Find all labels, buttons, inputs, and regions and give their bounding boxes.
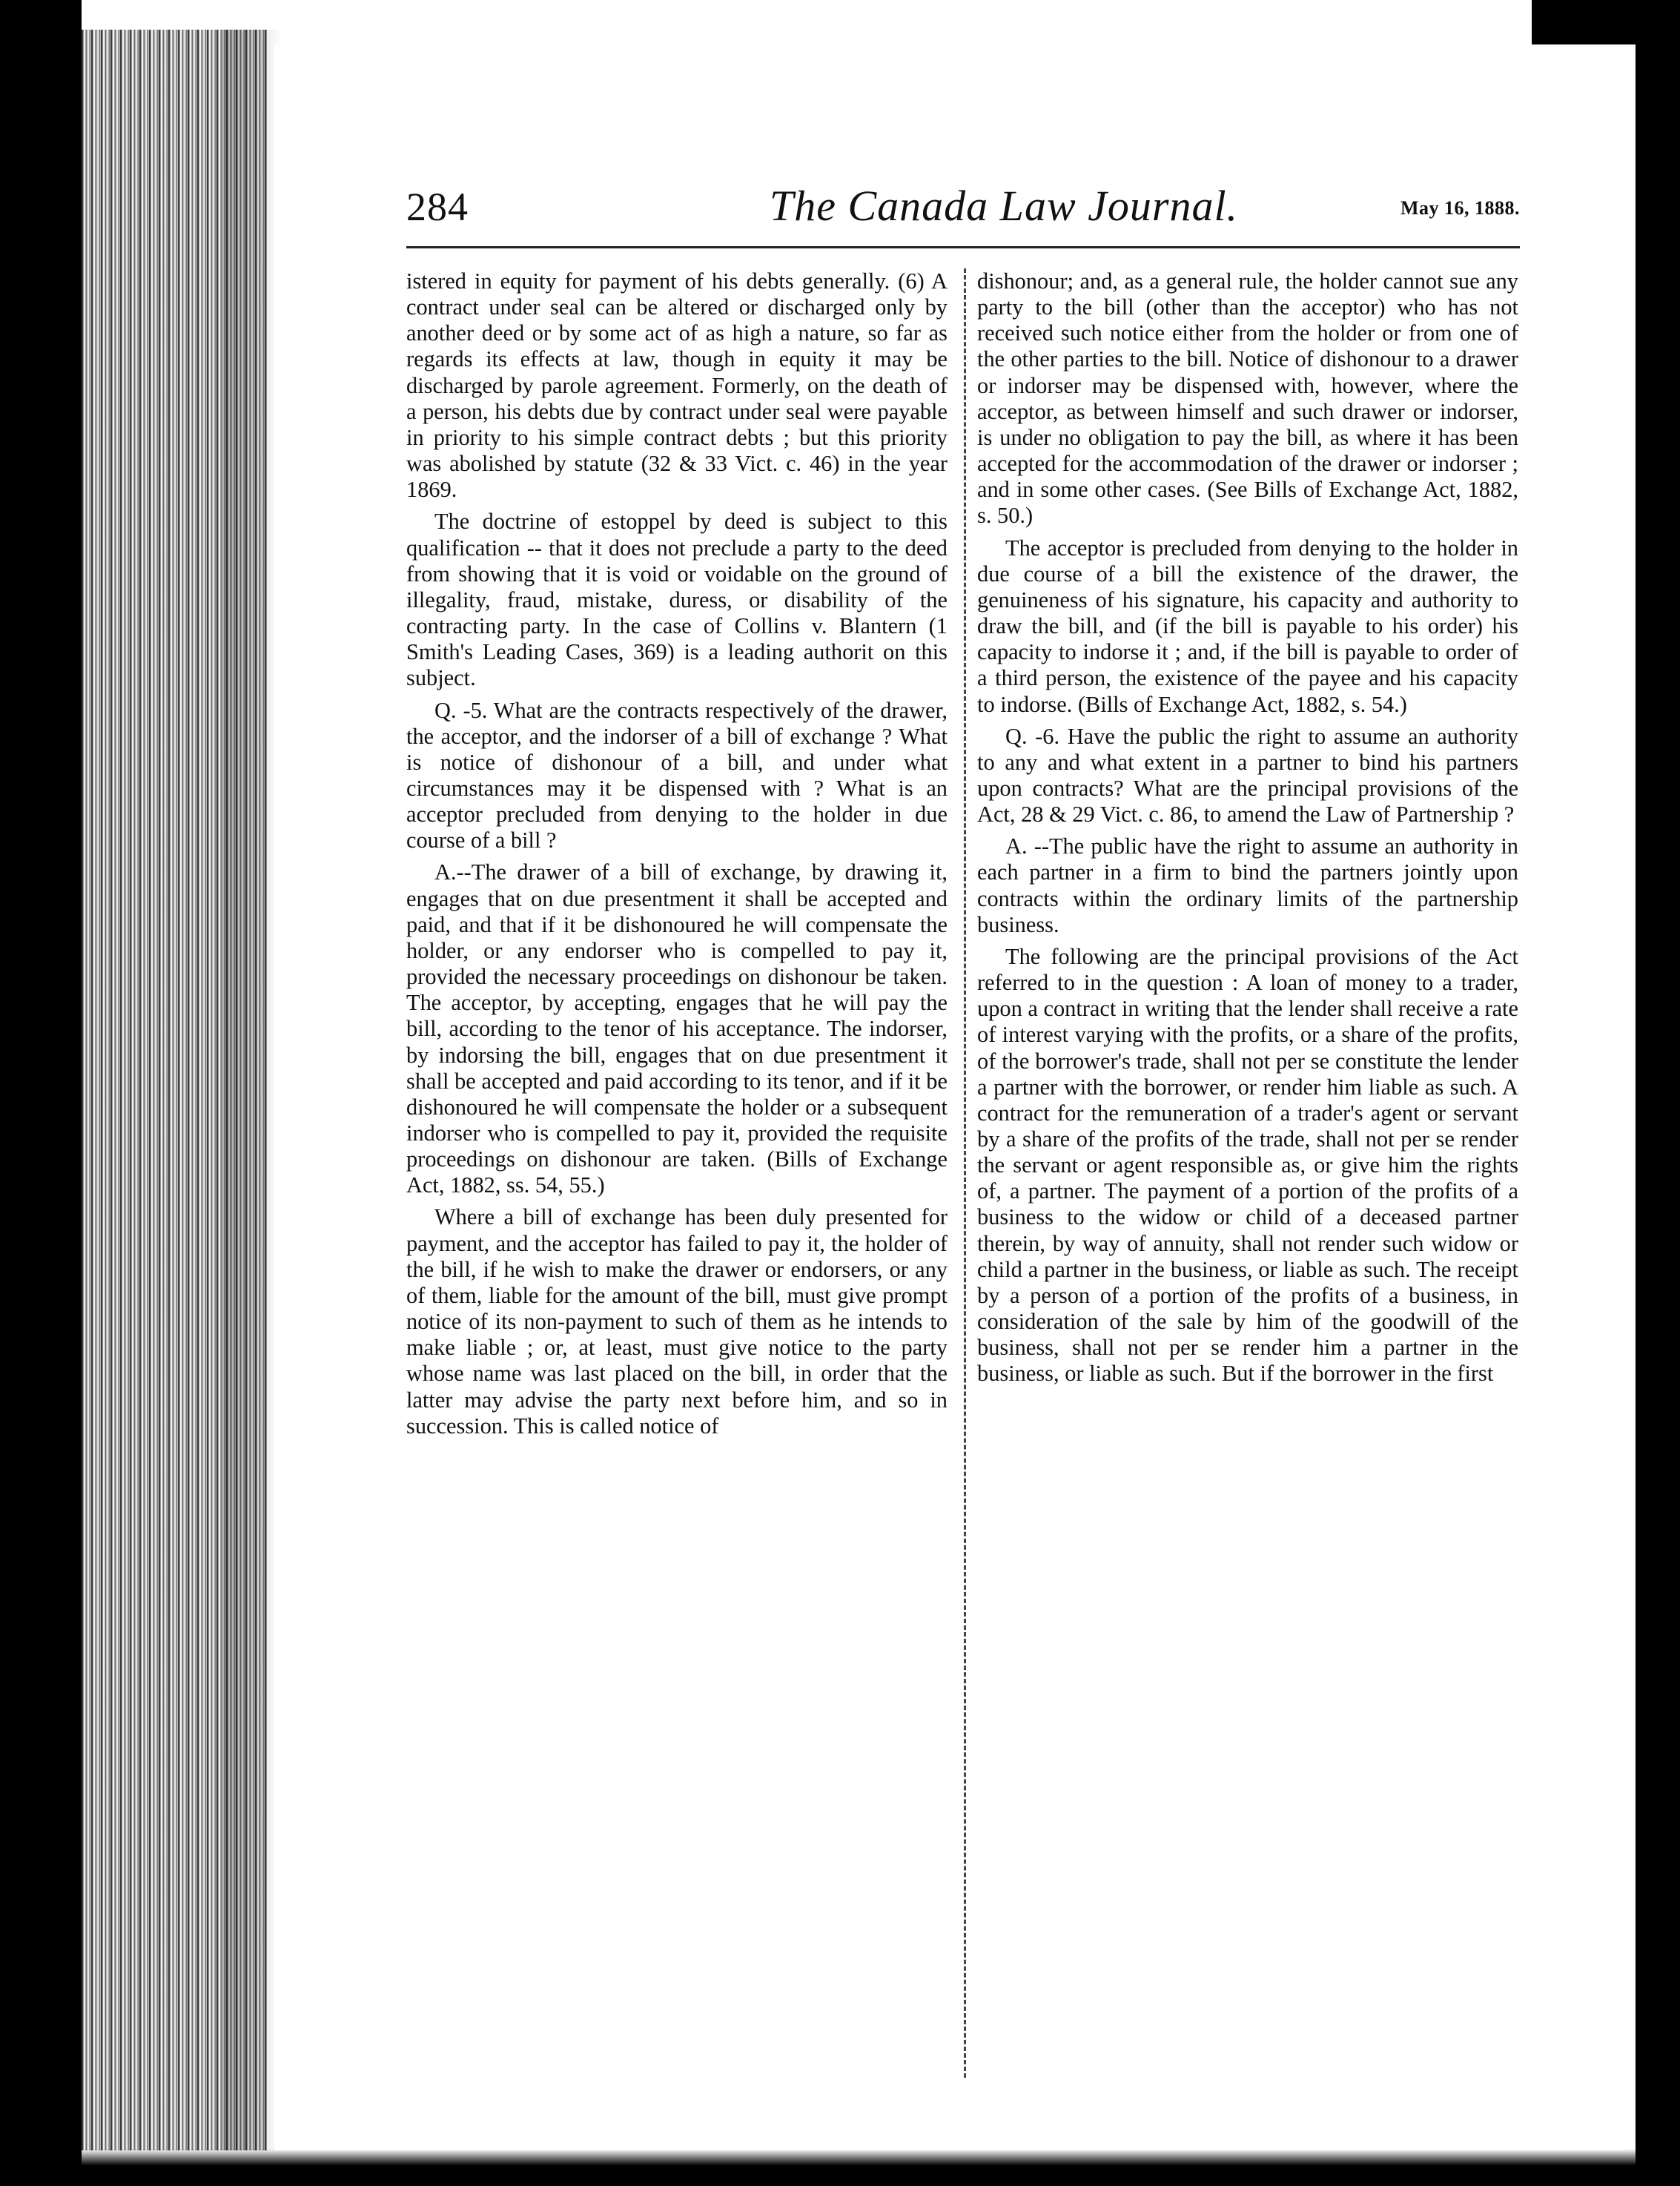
paragraph: Where a bill of exchange has been duly presented for payment, and the acceptor has failed to pay it, the holder of the bill, if he wish to make the drawer or endorsers, or any of them, liable for the amount of the bill, must give prompt notice of its non-payment to such of them as he intends to make liable ; or, at least, must give notice to the party whose name was last placed on the bill, in order that the latter may advise the party next before him, and so in succession. This is called notice of bbox=[406, 1204, 948, 1439]
scan-border-left bbox=[0, 0, 82, 2186]
answer-5: A.--The drawer of a bill of exchange, by drawing it, engages that on due presentment it shall be accepted and paid, and that if it be dishonoured he will compensate the holder, or any endorser who is compelled to pay it, provided the necessary proceedings on dishonour be taken. The acceptor, by accepting, engages that he will pay the bill, according to the tenor of his acceptance. The indorser, by indorsing the bill, engages that on due presentment it shall be accepted and paid according to its tenor, and if it be dishonoured he will compensate the holder or a subsequent indorser who is compelled to pay it, provided the requisite proceedings on dishonour are taken. (Bills of Exchange Act, 1882, ss. 54, 55.) bbox=[406, 859, 948, 1198]
right-column bbox=[977, 268, 1518, 1393]
answer-6: A. --The public have the right to assume an authority in each partner in a firm to bind the partners jointly upon contracts within the ordinary limits of the partnership business. bbox=[977, 833, 1518, 937]
page-number: 284 bbox=[406, 185, 469, 229]
journal-title: The Canada Law Journal. bbox=[770, 182, 1239, 230]
page-header bbox=[406, 184, 1520, 236]
paragraph: The acceptor is precluded from denying to the holder in due course of a bill the existence of the drawer, the genuineness of his signature, his capacity and authority to draw the bill, and (if the bill is payable to his order) his capacity to indorse it ; and, if the bill is payable to order of a third person, the existence of the payee and his capacity to indorse. (Bills of Exchange Act, 1882, s. 54.) bbox=[977, 535, 1518, 717]
scan-border-bottom bbox=[82, 2149, 1680, 2186]
paragraph: dishonour; and, as a general rule, the holder cannot sue any party to the bill (other than the acceptor) who has not received such notice either from the holder or from one of the other parties to the bill. Notice of dishonour to a drawer or indorser may be dispensed with, however, where the acceptor, as between himself and such drawer or indorser, is under no obligation to pay the bill, as where it has been accepted for the accommodation of the drawer or indorser ; and in some other cases. (See Bills of Exchange Act, 1882, s. 50.) bbox=[977, 268, 1518, 529]
question-5: Q. -5. What are the contracts respectively of the drawer, the acceptor, and the indorser of a bill of exchange ? What is notice of dishonour of a bill, and under what circumstances may it be dispensed with ? What is an acceptor precluded from denying to the holder in due course of a bill ? bbox=[406, 697, 948, 853]
scan-corner-top-right bbox=[1532, 0, 1680, 44]
issue-date: May 16, 1888. bbox=[1400, 197, 1520, 219]
paragraph: istered in equity for payment of his debts generally. (6) A contract under seal can be altered or discharged only by another deed or by some act of as high a nature, so far as regards its effects at law, though in equity it may be discharged by parole agreement. Formerly, on the death of a person, his debts due by contract under seal were payable in priority to his simple contract debts ; but this priority was abolished by statute (32 & 33 Vict. c. 46) in the year 1869. bbox=[406, 268, 948, 503]
left-column bbox=[406, 268, 948, 1445]
scan-border-right bbox=[1636, 0, 1680, 2186]
header-rule bbox=[406, 246, 1520, 248]
paragraph: The doctrine of estoppel by deed is subject to this qualification -- that it does not preclude a party to the deed from showing that it is void or voidable on the ground of illegality, fraud, mistake, duress, or disability of the contracting party. In the case of Collins v. Blantern (1 Smith's Leading Cases, 369) is a leading authorit on this subject. bbox=[406, 509, 948, 691]
question-6: Q. -6. Have the public the right to assume an authority to any and what extent in a partner to bind his partners upon contracts? What are the principal provisions of the Act, 28 & 29 Vict. c. 86, to amend the Law of Partnership ? bbox=[977, 723, 1518, 828]
column-divider bbox=[964, 268, 966, 2078]
paragraph: The following are the principal provisions of the Act referred to in the question : A loan of money to a trader, upon a contract in writing that the lender shall receive a rate of interest varying with the profits, or a share of the profits, of the borrower's trade, shall not per se constitute the lender a partner with the borrower, or render him liable as such. A contract for the remuneration of a trader's agent or servant by a share of the profits of the trade, shall not per se render the servant or agent responsible as, or give him the rights of, a partner. The payment of a portion of the profits of a business to the widow or child of a deceased partner therein, by way of annuity, shall not render such widow or child a partner in the business, or liable as such. The receipt by a person of a portion of the profits of a business, in consideration of the sale by him of the goodwill of the business, shall not per se render him a partner in the business, or liable as such. But if the borrower in the first bbox=[977, 943, 1518, 1387]
book-gutter-shadow bbox=[222, 30, 282, 2150]
